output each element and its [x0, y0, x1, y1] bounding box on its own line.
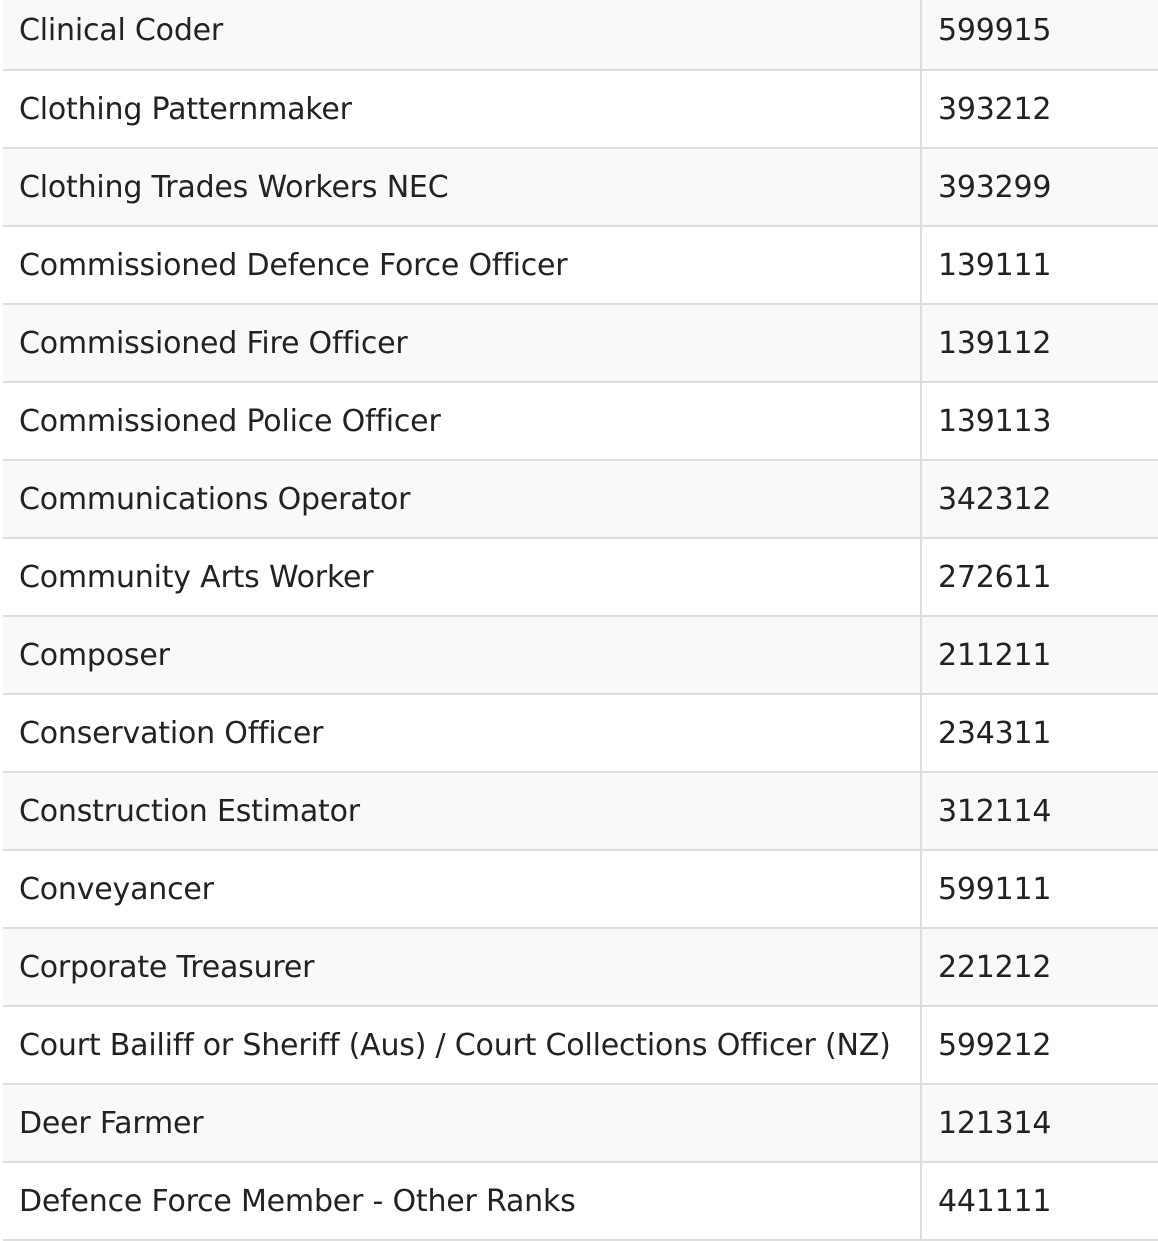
- table-row: [3, 1006, 1158, 1084]
- occupation-code: 221212: [921, 928, 1158, 1006]
- occupation-code: 393299: [921, 148, 1158, 226]
- table-row: [3, 616, 1158, 694]
- occupation-name: Construction Estimator: [3, 772, 921, 850]
- occupation-name: Community Arts Worker: [3, 538, 921, 616]
- occupation-code: 599111: [921, 850, 1158, 928]
- table-row: [3, 538, 1158, 616]
- table-row: [3, 0, 1158, 70]
- occupation-code: 139113: [921, 382, 1158, 460]
- occupation-code: 441111: [921, 1162, 1158, 1240]
- occupation-name: Commissioned Fire Officer: [3, 304, 921, 382]
- occupation-code: 312114: [921, 772, 1158, 850]
- occupation-code: 342312: [921, 460, 1158, 538]
- table-row: [3, 382, 1158, 460]
- table-row: [3, 928, 1158, 1006]
- table-row: [3, 850, 1158, 928]
- table-row: [3, 1162, 1158, 1240]
- table-row: [3, 148, 1158, 226]
- occupation-name: Composer: [3, 616, 921, 694]
- occupation-name: Clothing Patternmaker: [3, 70, 921, 148]
- table-row: [3, 460, 1158, 538]
- occupation-name: Defence Force Member - Other Ranks: [3, 1162, 921, 1240]
- table-row: [3, 226, 1158, 304]
- table-row: [3, 772, 1158, 850]
- occupation-code: 121314: [921, 1084, 1158, 1162]
- table-row: [3, 70, 1158, 148]
- occupation-code: 393212: [921, 70, 1158, 148]
- table-row: [3, 1084, 1158, 1162]
- table-row: [3, 694, 1158, 772]
- table-row: [3, 304, 1158, 382]
- occupation-code: 599212: [921, 1006, 1158, 1084]
- occupation-table-body: [3, 0, 1158, 1240]
- occupation-code: 599915: [921, 0, 1158, 70]
- occupation-name: Deer Farmer: [3, 1084, 921, 1162]
- occupation-name: Conveyancer: [3, 850, 921, 928]
- occupation-name: Corporate Treasurer: [3, 928, 921, 1006]
- occupation-code: 139111: [921, 226, 1158, 304]
- occupation-name: Clinical Coder: [3, 0, 921, 70]
- occupation-table: [3, 0, 1158, 1241]
- occupation-code: 272611: [921, 538, 1158, 616]
- occupation-name: Commissioned Police Officer: [3, 382, 921, 460]
- occupation-code: 234311: [921, 694, 1158, 772]
- occupation-name: Clothing Trades Workers NEC: [3, 148, 921, 226]
- occupation-name: Conservation Officer: [3, 694, 921, 772]
- occupation-name: Communications Operator: [3, 460, 921, 538]
- occupation-code: 211211: [921, 616, 1158, 694]
- occupation-name: Court Bailiff or Sheriff (Aus) / Court Collections Officer (NZ): [3, 1006, 921, 1084]
- occupation-code: 139112: [921, 304, 1158, 382]
- occupation-name: Commissioned Defence Force Officer: [3, 226, 921, 304]
